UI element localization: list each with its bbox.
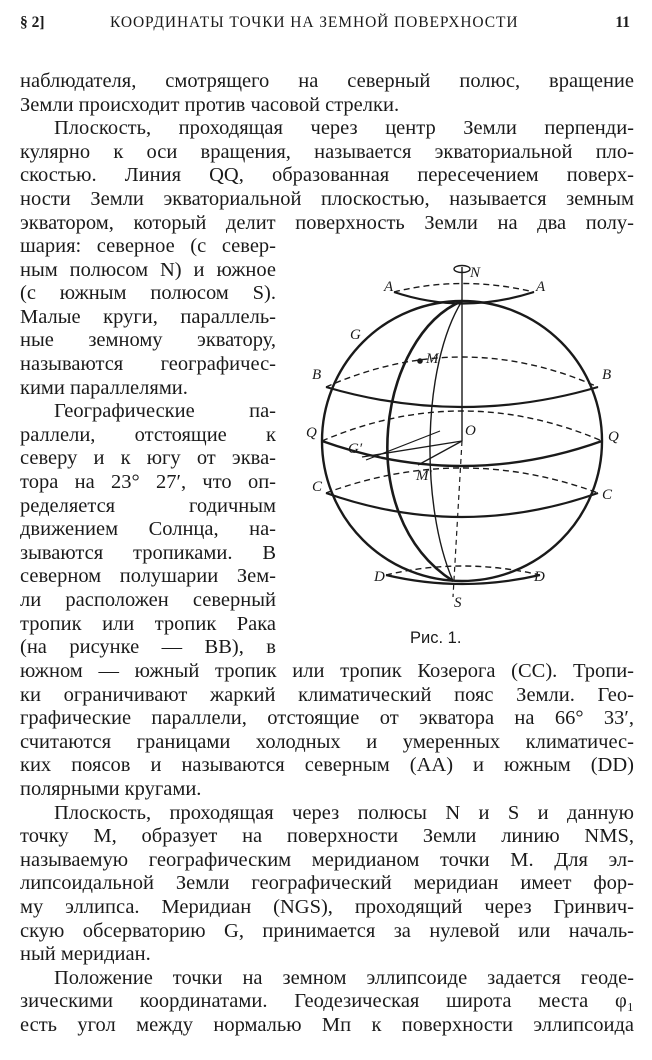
earth-axis-hidden (453, 441, 462, 597)
text-line: южном — южный тропик или тропик Козерога (CC). Тропи- (20, 660, 634, 682)
text-line: ли расположен северный (20, 588, 276, 611)
tropic-capricorn-front (326, 493, 598, 517)
label-b-left: B (312, 367, 322, 383)
text-line: графические параллели, отстоящие от экватора на 66° 33′, (20, 707, 634, 730)
arctic-circle-back (394, 284, 534, 293)
label-a-right: A (536, 279, 546, 295)
text-line: Земли происходит против часовой стрелки. (20, 93, 400, 116)
text-line: полярными кругами. (20, 777, 202, 800)
text-line: северу и к югу от эква- (20, 447, 276, 470)
page-number: 11 (615, 14, 630, 31)
greenwich-meridian (387, 301, 462, 581)
text-line: Плоскость, проходящая через центр Земли перпенди- (54, 117, 634, 140)
tropic-capricorn-back (326, 468, 598, 493)
text-line: Положение точки на земном эллипсоиде задается геоде- (54, 966, 634, 989)
text-line: точку M, образует на поверхности Земли линию NMS, (20, 825, 634, 848)
text-line: скую обсерваторию G, принимается за нулевой или началь- (20, 919, 634, 942)
text-line: ным полюсом N) и южное (20, 258, 276, 281)
text-line: называются географичес- (20, 352, 276, 375)
label-d-right: D (534, 569, 545, 585)
text-line: есть угол между нормалью Mп к поверхности эллипсоида (20, 1013, 634, 1036)
label-o: O (465, 423, 476, 439)
text-line: кулярно к оси вращения, называется экваториальной пло- (20, 140, 634, 163)
text-line: считаются границами холодных и умеренных климатичес- (20, 730, 634, 753)
label-m: M (426, 351, 439, 367)
paragraph-wrapped (20, 235, 276, 660)
paragraph-bottom (20, 660, 634, 1038)
figure-caption: Рис. 1. (410, 629, 462, 647)
text-line: раллели, отстоящие к (20, 423, 276, 446)
text-line: тропик или тропик Рака (20, 612, 276, 635)
label-q-left: Q (306, 425, 317, 441)
globe-figure (290, 255, 646, 685)
text-line: экватором, который делит поверхность Земли на два полу- (20, 211, 634, 234)
text-line: движением Солнца, на- (20, 518, 276, 541)
text-line: шария: северное (с север- (20, 235, 276, 257)
label-m1: M′ (416, 468, 432, 484)
label-g1: G′ (348, 441, 363, 457)
text-line: кими параллелями. (20, 376, 188, 399)
text-line: наблюдателя, смотрящего на северный полюс, вращение (20, 70, 634, 92)
text-line: ности Земли экваториальной плоскостью, называется земным (20, 187, 634, 210)
section-number: § 2] (20, 14, 45, 31)
text-line: зываются тропиками. В (20, 541, 276, 564)
text-line: зическими координатами. Геодезическая широта места φ₁ (20, 990, 634, 1013)
antarctic-circle-front (386, 575, 540, 584)
text-line: ределяется годичным (20, 494, 276, 517)
label-s: S (454, 595, 462, 611)
point-m (417, 358, 423, 364)
text-line: называемую географическим меридианом точки M. Для эл- (20, 848, 634, 871)
label-c-right: C (602, 487, 613, 503)
text-line: (на рисунке — BB), в (20, 636, 276, 659)
antarctic-circle-back (386, 566, 540, 575)
text-line: му эллипса. Меридиан (NGS), проходящий через Гринвич- (20, 895, 634, 918)
label-q-right: Q (608, 429, 619, 445)
running-title: КООРДИНАТЫ ТОЧКИ НА ЗЕМНОЙ ПОВЕРХНОСТИ (110, 14, 519, 31)
text-line: тора на 23° 27′, что оп- (20, 470, 276, 493)
text-line: липсоидальной Земли географический меридиан имеет фор- (20, 872, 634, 895)
label-g: G (350, 327, 361, 343)
text-line: Малые круги, параллель- (20, 305, 276, 328)
meridian-nms (430, 301, 462, 581)
page-header (20, 14, 630, 38)
label-c-left: C (312, 479, 323, 495)
text-line: Плоскость, проходящая через полюсы N и S и данную (54, 801, 634, 824)
text-line: (с южным полюсом S). (20, 282, 276, 305)
text-line: ки ограничивают жаркий климатический пояс Земли. Гео- (20, 683, 634, 706)
label-d-left: D (374, 569, 385, 585)
text-line: ный меридиан. (20, 943, 151, 966)
label-a-left: A (384, 279, 394, 295)
equatorial-chord (366, 431, 440, 460)
text-line: Географические па- (54, 400, 276, 423)
label-n: N (470, 265, 481, 281)
label-b-right: B (602, 367, 612, 383)
text-line: ные земному экватору, (20, 329, 276, 352)
text-line: скостью. Линия QQ, образованная пересечением поверх- (20, 164, 634, 187)
text-line: ких поясов и называются северным (AA) и южным (DD) (20, 754, 634, 777)
paragraph-top (20, 70, 634, 235)
text-line: северном полушарии Зем- (20, 565, 276, 588)
